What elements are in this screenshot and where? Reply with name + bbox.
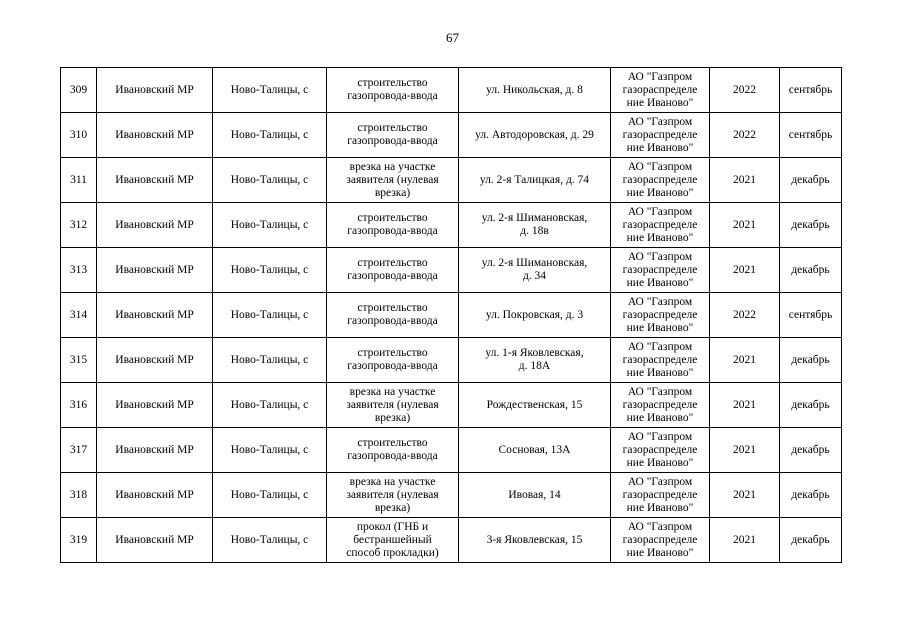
table-row — [61, 203, 842, 248]
table-body — [61, 68, 842, 563]
address-cell: ул. 2-я Шимановская, д. 18в — [459, 203, 611, 248]
table-row — [61, 518, 842, 563]
settlement-cell: Ново-Талицы, с — [213, 248, 327, 293]
address-cell: ул. 2-я Талицкая, д. 74 — [459, 158, 611, 203]
month-cell: сентябрь — [780, 113, 842, 158]
address-cell: ул. 1-я Яковлевская, д. 18А — [459, 338, 611, 383]
month-cell: декабрь — [780, 518, 842, 563]
table-row — [61, 158, 842, 203]
row-number-cell: 317 — [61, 428, 97, 473]
address-cell: Сосновая, 13А — [459, 428, 611, 473]
year-cell: 2022 — [710, 293, 780, 338]
work-type-cell: строительство газопровода-ввода — [327, 293, 459, 338]
row-number-cell: 309 — [61, 68, 97, 113]
table-row — [61, 383, 842, 428]
month-cell: декабрь — [780, 248, 842, 293]
settlement-cell: Ново-Талицы, с — [213, 68, 327, 113]
row-number-cell: 311 — [61, 158, 97, 203]
work-type-cell: строительство газопровода-ввода — [327, 338, 459, 383]
district-cell: Ивановский МР — [97, 293, 213, 338]
district-cell: Ивановский МР — [97, 248, 213, 293]
settlement-cell: Ново-Талицы, с — [213, 203, 327, 248]
district-cell: Ивановский МР — [97, 383, 213, 428]
work-type-cell: врезка на участке заявителя (нулевая врезка) — [327, 383, 459, 428]
work-type-cell: строительство газопровода-ввода — [327, 428, 459, 473]
settlement-cell: Ново-Талицы, с — [213, 518, 327, 563]
address-cell: ул. Покровская, д. 3 — [459, 293, 611, 338]
district-cell: Ивановский МР — [97, 428, 213, 473]
month-cell: декабрь — [780, 473, 842, 518]
month-cell: декабрь — [780, 383, 842, 428]
district-cell: Ивановский МР — [97, 203, 213, 248]
district-cell: Ивановский МР — [97, 518, 213, 563]
table-row — [61, 473, 842, 518]
address-cell: Рождественская, 15 — [459, 383, 611, 428]
year-cell: 2022 — [710, 113, 780, 158]
month-cell: сентябрь — [780, 293, 842, 338]
year-cell: 2021 — [710, 518, 780, 563]
table-row — [61, 248, 842, 293]
address-cell: 3-я Яковлевская, 15 — [459, 518, 611, 563]
work-type-cell: прокол (ГНБ и бестраншейный способ прокладки) — [327, 518, 459, 563]
table-row — [61, 338, 842, 383]
organization-cell: АО "Газпром газораспределе ние Иваново" — [611, 68, 710, 113]
year-cell: 2021 — [710, 473, 780, 518]
settlement-cell: Ново-Талицы, с — [213, 338, 327, 383]
table-row — [61, 68, 842, 113]
settlement-cell: Ново-Талицы, с — [213, 113, 327, 158]
row-number-cell: 319 — [61, 518, 97, 563]
address-cell: ул. 2-я Шимановская, д. 34 — [459, 248, 611, 293]
settlement-cell: Ново-Талицы, с — [213, 383, 327, 428]
table-row — [61, 293, 842, 338]
year-cell: 2021 — [710, 338, 780, 383]
table-row — [61, 113, 842, 158]
gasification-table — [60, 67, 842, 563]
row-number-cell: 318 — [61, 473, 97, 518]
district-cell: Ивановский МР — [97, 338, 213, 383]
address-cell: ул. Автодоровская, д. 29 — [459, 113, 611, 158]
year-cell: 2021 — [710, 158, 780, 203]
organization-cell: АО "Газпром газораспределе ние Иваново" — [611, 293, 710, 338]
work-type-cell: строительство газопровода-ввода — [327, 68, 459, 113]
organization-cell: АО "Газпром газораспределе ние Иваново" — [611, 383, 710, 428]
year-cell: 2021 — [710, 428, 780, 473]
settlement-cell: Ново-Талицы, с — [213, 473, 327, 518]
organization-cell: АО "Газпром газораспределе ние Иваново" — [611, 203, 710, 248]
row-number-cell: 313 — [61, 248, 97, 293]
row-number-cell: 316 — [61, 383, 97, 428]
page-number: 67 — [446, 30, 459, 45]
row-number-cell: 312 — [61, 203, 97, 248]
month-cell: декабрь — [780, 203, 842, 248]
month-cell: декабрь — [780, 338, 842, 383]
district-cell: Ивановский МР — [97, 113, 213, 158]
table-row — [61, 428, 842, 473]
organization-cell: АО "Газпром газораспределе ние Иваново" — [611, 518, 710, 563]
settlement-cell: Ново-Талицы, с — [213, 293, 327, 338]
organization-cell: АО "Газпром газораспределе ние Иваново" — [611, 473, 710, 518]
year-cell: 2021 — [710, 383, 780, 428]
year-cell: 2021 — [710, 203, 780, 248]
month-cell: сентябрь — [780, 68, 842, 113]
row-number-cell: 315 — [61, 338, 97, 383]
month-cell: декабрь — [780, 158, 842, 203]
organization-cell: АО "Газпром газораспределе ние Иваново" — [611, 158, 710, 203]
district-cell: Ивановский МР — [97, 68, 213, 113]
organization-cell: АО "Газпром газораспределе ние Иваново" — [611, 113, 710, 158]
address-cell: ул. Никольская, д. 8 — [459, 68, 611, 113]
district-cell: Ивановский МР — [97, 473, 213, 518]
work-type-cell: врезка на участке заявителя (нулевая врезка) — [327, 473, 459, 518]
organization-cell: АО "Газпром газораспределе ние Иваново" — [611, 248, 710, 293]
settlement-cell: Ново-Талицы, с — [213, 158, 327, 203]
work-type-cell: врезка на участке заявителя (нулевая врезка) — [327, 158, 459, 203]
row-number-cell: 310 — [61, 113, 97, 158]
month-cell: декабрь — [780, 428, 842, 473]
district-cell: Ивановский МР — [97, 158, 213, 203]
work-type-cell: строительство газопровода-ввода — [327, 203, 459, 248]
organization-cell: АО "Газпром газораспределе ние Иваново" — [611, 428, 710, 473]
address-cell: Ивовая, 14 — [459, 473, 611, 518]
year-cell: 2022 — [710, 68, 780, 113]
work-type-cell: строительство газопровода-ввода — [327, 113, 459, 158]
settlement-cell: Ново-Талицы, с — [213, 428, 327, 473]
organization-cell: АО "Газпром газораспределе ние Иваново" — [611, 338, 710, 383]
year-cell: 2021 — [710, 248, 780, 293]
work-type-cell: строительство газопровода-ввода — [327, 248, 459, 293]
row-number-cell: 314 — [61, 293, 97, 338]
